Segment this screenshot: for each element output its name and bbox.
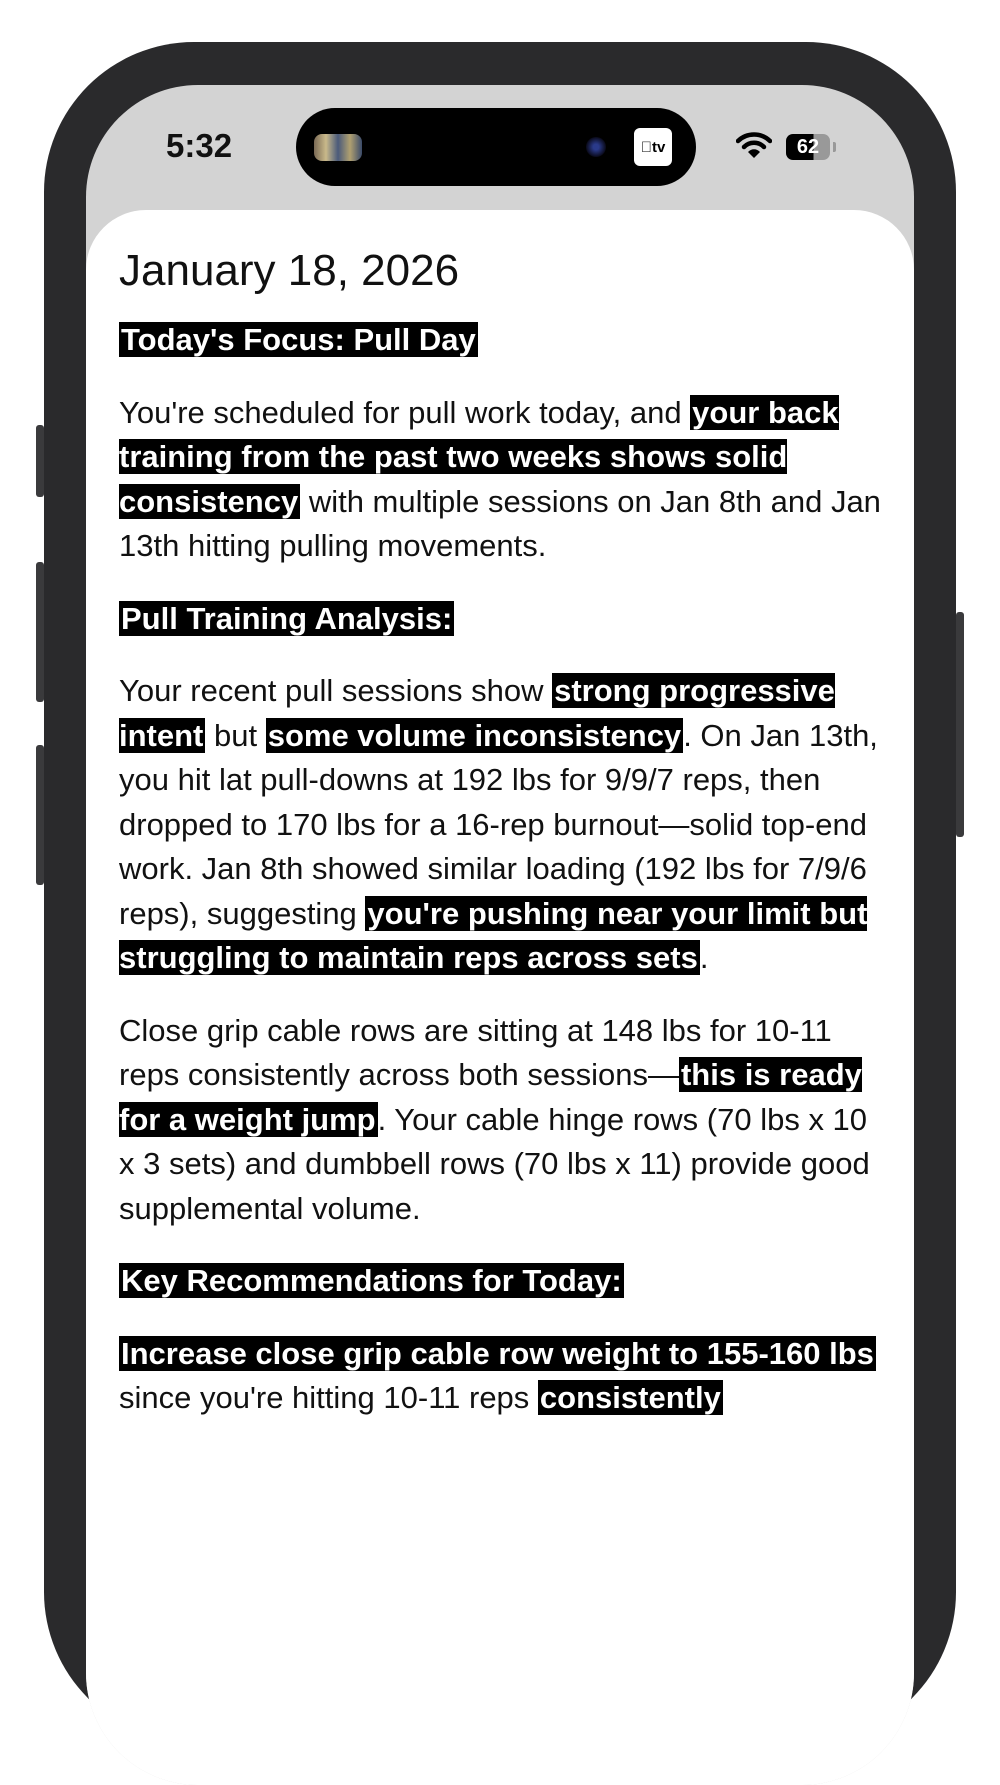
battery-icon: 62 <box>786 134 830 160</box>
paragraph <box>119 669 889 981</box>
section-heading <box>119 1259 889 1304</box>
section-heading <box>119 597 889 642</box>
paragraph <box>119 1332 889 1421</box>
paragraph <box>119 1009 889 1232</box>
highlighted-text: Key Recommendations for Today: <box>121 1263 622 1298</box>
highlighted-text: consistently <box>539 1380 721 1415</box>
highlighted-text: you're pushing near your limit but struggling to maintain reps across sets <box>119 895 868 975</box>
body-text: You're scheduled for pull work today, and <box>119 394 691 430</box>
note-content[interactable] <box>119 246 889 1449</box>
note-date: January 18, 2026 <box>119 246 460 295</box>
highlighted-text: Today's Focus: Pull Day <box>121 322 476 357</box>
body-text: but <box>205 717 266 753</box>
body-text: with multiple sessions on Jan 8th and Jan 13th hitting pulling movements. <box>119 483 881 563</box>
front-camera-icon <box>586 137 606 157</box>
action-button <box>36 425 44 497</box>
body-text: . On Jan 13th, you hit lat pull-downs at 192 lbs for 9/9/7 reps, then dropped to 170 lbs for a 16-rep burnout—solid top-end work. Jan 8th showed similar loading (192 lbs for 7/9/6 reps), suggesting <box>119 717 878 931</box>
body-text: Close grip cable rows are sitting at 148 lbs for 10-11 reps consistently across both sessions— <box>119 1012 832 1092</box>
status-time: 5:32 <box>166 127 233 164</box>
paragraph <box>119 391 889 569</box>
highlighted-text: Pull Training Analysis: <box>121 600 453 636</box>
screen <box>86 85 914 1785</box>
highlighted-text: Increase close grip cable row weight to 155-160 lbs <box>121 1335 874 1371</box>
dynamic-island[interactable] <box>296 108 696 186</box>
battery-tip <box>833 142 836 152</box>
apple-tv-icon <box>634 128 672 166</box>
section-heading <box>119 318 889 363</box>
volume-down-button <box>36 745 44 885</box>
note-sheet[interactable] <box>86 210 914 1785</box>
live-activity-artwork <box>314 134 362 161</box>
side-button <box>956 612 964 837</box>
volume-up-button <box>36 562 44 702</box>
wifi-icon <box>736 131 772 159</box>
highlighted-text: your back training from the past two weeks shows solid consistency <box>119 394 839 519</box>
highlighted-text: some volume inconsistency <box>267 717 682 753</box>
highlighted-text: strong progressive intent <box>119 673 835 753</box>
highlighted-text: this is ready for a weight jump <box>119 1057 862 1137</box>
body-text: since you're hitting 10-11 reps <box>119 1380 538 1415</box>
body-text: . Your cable hinge rows (70 lbs x 10 x 3 sets) and dumbbell rows (70 lbs x 11) provide good supplemental volume. <box>119 1101 870 1226</box>
apple-tv-label: tv <box>646 138 660 156</box>
body-text: Your recent pull sessions show <box>119 673 553 708</box>
body-text: . <box>699 940 709 975</box>
